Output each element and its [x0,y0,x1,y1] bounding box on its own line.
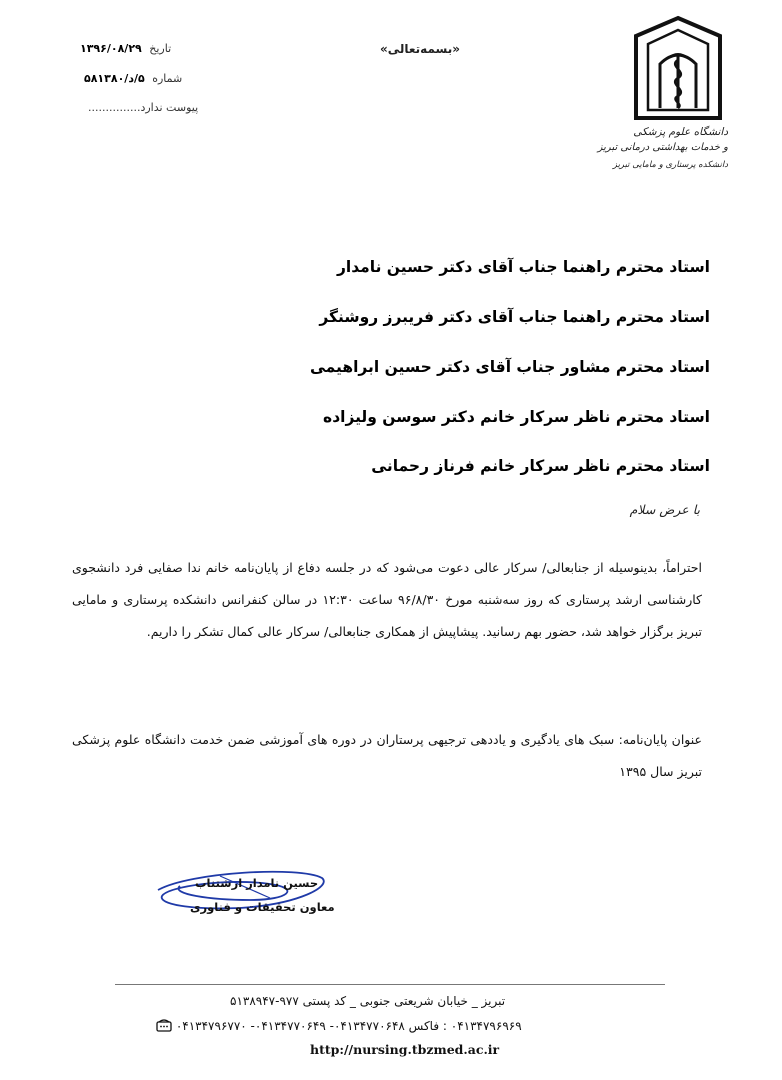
signatory-name: حسین نامدار ارشتناب [195,876,319,890]
signature-scribble-icon [150,864,330,924]
date-line [80,42,171,55]
phone-numbers: ۰۴۱۳۴۷۹۶۹۶۹ : فاکس ۰۴۱۳۴۷۷۰۶۴۸- ۰۴۱۳۴۷۷۰۶۴۹- ۰۴۱۳۴۷۹۶۷۷۰ [175,1019,522,1033]
addressee-4: استاد محترم ناظر سرکار خانم دکتر سوسن ولیزاده [323,408,710,426]
addressee-3: استاد محترم مشاور جناب آقای دکتر حسین ابراهیمی [309,358,710,376]
university-emblem-icon [628,14,728,124]
number-value: ۵/د/۵۸۱۳۸۰ [84,72,145,85]
footer-address: تبریز _ خیابان شریعتی جنوبی _ کد پستی ۹۷۷-۵۱۳۸۹۴۷ [230,994,506,1008]
footer-phones [156,1018,522,1033]
addressee-1: استاد محترم راهنما جناب آقای دکتر حسین نامدار [336,258,710,276]
number-line [84,72,182,85]
attachment-note: پیوست ندارد............... [88,101,199,114]
invitation-paragraph: احتراماً، بدینوسیله از جنابعالی/ سرکار عالی دعوت می‌شود که در جلسه دفاع از پایان‌نامه خانم ندا صفایی فرد دانشجوی کارشناسی ارشد پرستاری که روز سه‌شنبه مورخ ۹۶/۸/۳۰ ساعت ۱۲:۳۰ در سالن کنفرانس دانشکده پرستاری و مامایی تبریز برگزار خواهد شد، حضور بهم رسانید. پیشاپیش از همکاری جنابعالی/ سرکار عالی کمال تشکر را داریم. [72,560,703,639]
logo-caption-school: دانشکده پرستاری و مامایی تبریز [612,160,728,170]
number-label: شماره [152,72,183,85]
logo-caption-services: و خدمات بهداشتی درمانی تبریز [597,142,728,153]
university-logo [597,14,728,184]
addressee-5: استاد محترم ناظر سرکار خانم فرناز رحمانی [371,457,710,475]
website-url[interactable]: http://nursing.tbzmed.ac.ir [310,1042,500,1057]
date-value: ۱۳۹۶/۰۸/۲۹ [80,42,142,55]
signatory-title: معاون تحقیقات و فناوری [190,900,335,914]
phone-icon [156,1018,172,1032]
date-label: تاریخ [149,42,172,55]
logo-caption-university: دانشگاه علوم پزشکی [633,126,728,138]
greeting: با عرض سلام [629,502,700,517]
footer-divider [115,984,665,985]
addressee-2: استاد محترم راهنما جناب آقای دکتر فریبرز روشنگر [319,308,710,326]
thesis-title: عنوان پایان‌نامه: سبک های یادگیری و یاددهی ترجیهی پرستاران در دوره های آموزشی ضمن خدمت دانشگاه علوم پزشکی تبریز سال ۱۳۹۵ [72,732,702,779]
basmala: «بسمه‌تعالی» [380,42,460,56]
